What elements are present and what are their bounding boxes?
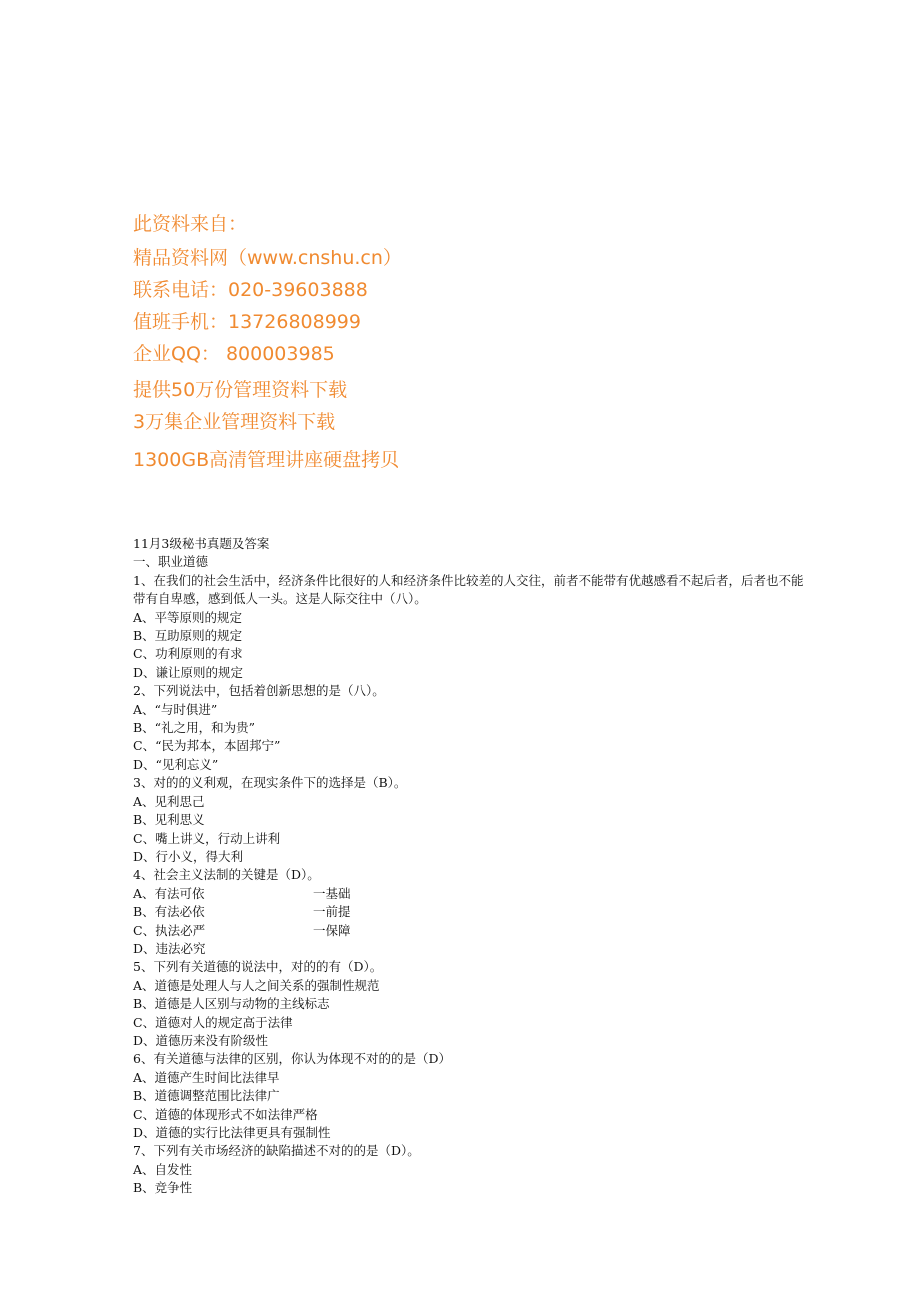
question-2: 2、下列说法中，包括着创新思想的是（八）。	[133, 683, 385, 699]
q4-option-b: B、有法必依	[133, 904, 205, 920]
promo-mobile-line: 值班手机：13726808999	[133, 311, 361, 333]
q6-option-a: A、道德产生时间比法律早	[133, 1069, 280, 1085]
q4-option-c: C、执法必严	[133, 922, 206, 938]
q5-option-d: D、道德历来没有阶级性	[133, 1032, 269, 1048]
q3-option-b: B、见利思义	[133, 812, 205, 828]
q7-option-b: B、竞争性	[133, 1180, 193, 1196]
question-4: 4、社会主义法制的关键是（D）。	[133, 867, 320, 883]
q4-option-b-note: 一前提	[313, 904, 351, 920]
question-6: 6、有关道德与法律的区别，你认为体现不对的的是（D）	[133, 1051, 451, 1067]
q5-option-a: A、道德是处理人与人之间关系的强制性规范	[133, 977, 380, 993]
question-1: 1、在我们的社会生活中，经济条件比很好的人和经济条件比较差的人交往，前者不能带有优越感看不起后者，后者也不能带有自卑感，感到低人一头。这是人际交往中（八）。	[133, 572, 804, 607]
promo-source-line: 此资料来自：	[133, 213, 248, 235]
question-7: 7、下列有关市场经济的缺陷描述不对的的是（D）。	[133, 1143, 420, 1159]
q6-option-b: B、道德调整范围比法律广	[133, 1088, 280, 1104]
q4-option-a: A、有法可依	[133, 885, 205, 901]
q2-option-d: D、“见利忘义”	[133, 756, 219, 772]
promo-offer-2: 3万集企业管理资料下载	[133, 411, 336, 433]
q4-option-c-note: 一保障	[313, 922, 351, 938]
q4-option-d: D、违法必究	[133, 940, 206, 956]
section-heading: 一、职业道德	[133, 554, 209, 570]
q5-option-b: B、道德是人区别与动物的主线标志	[133, 996, 330, 1012]
q4-option-a-note: 一基础	[313, 885, 351, 901]
q1-option-d: D、谦让原则的规定	[133, 664, 244, 680]
q4-option-c-row	[133, 922, 813, 940]
q3-option-d: D、行小义，得大利	[133, 848, 244, 864]
q7-option-a: A、自发性	[133, 1161, 193, 1177]
q4-option-b-row	[133, 903, 813, 921]
q3-option-c: C、嘴上讲义，行动上讲利	[133, 830, 281, 846]
q2-option-a: A、“与时俱进”	[133, 701, 218, 717]
q4-option-a-row	[133, 885, 813, 903]
q1-option-c: C、功利原则的有求	[133, 646, 243, 662]
q2-option-c: C、“民为邦本，本固邦宁”	[133, 738, 281, 754]
q5-option-c: C、道德对人的规定高于法律	[133, 1014, 293, 1030]
question-3: 3、对的的义利观，在现实条件下的选择是（B）。	[133, 775, 407, 791]
promo-website-line: 精品资料网（www.cnshu.cn）	[133, 247, 402, 269]
q1-option-a: A、平等原则的规定	[133, 609, 243, 625]
q2-option-b: B、“礼之用，和为贵”	[133, 720, 255, 736]
q6-option-d: D、道德的实行比法律更具有强制性	[133, 1125, 331, 1140]
promo-qq-line: 企业QQ： 800003985	[133, 343, 335, 365]
promo-phone-line: 联系电话：020-39603888	[133, 279, 368, 301]
q6-option-c: C、道德的体现形式不如法律严格	[133, 1106, 318, 1122]
q1-option-b: B、互助原则的规定	[133, 628, 243, 644]
promo-offer-1: 提供50万份管理资料下载	[133, 379, 348, 401]
document-title: 11月3级秘书真题及答案	[133, 536, 270, 551]
question-5: 5、下列有关道德的说法中，对的的有（D）。	[133, 959, 383, 975]
exam-document	[133, 535, 813, 1198]
q3-option-a: A、见利思己	[133, 793, 205, 809]
promo-offer-3: 1300GB高清管理讲座硬盘拷贝	[133, 449, 400, 471]
